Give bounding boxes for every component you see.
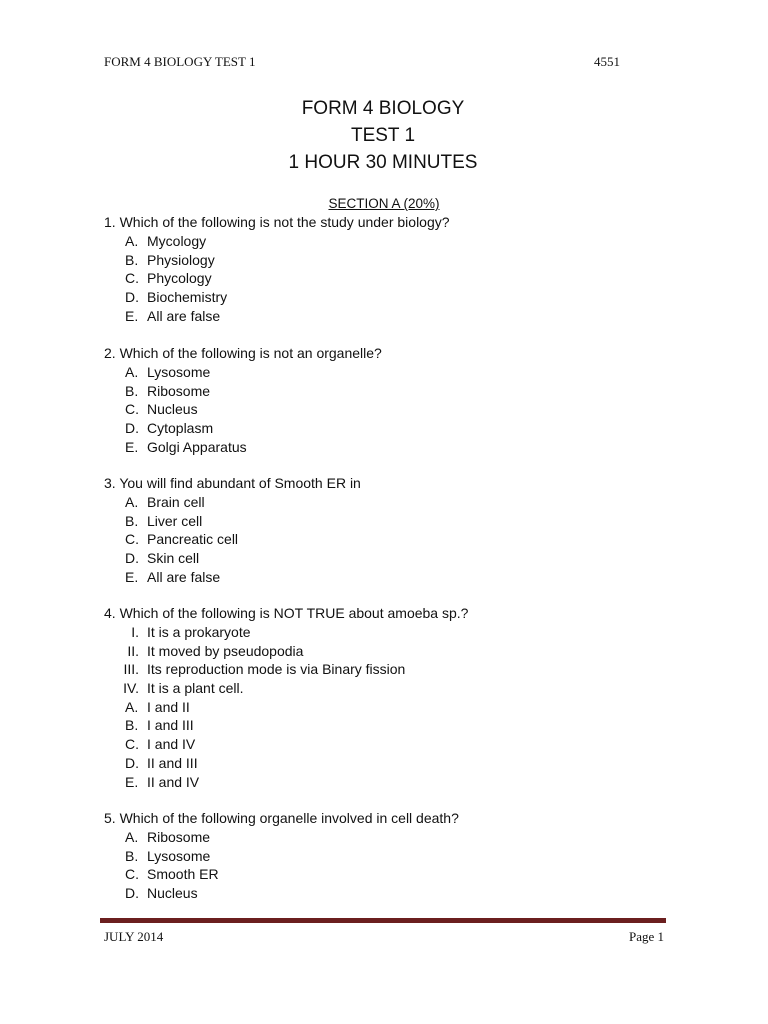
option-row — [104, 288, 664, 307]
statement-number: III. — [123, 661, 139, 678]
question-text: 4. Which of the following is NOT TRUE about amoeba sp.? — [104, 605, 469, 621]
option-text: Liver cell — [147, 512, 203, 529]
option-letter: A. — [125, 829, 139, 845]
statement-row — [104, 660, 664, 679]
option-text: Skin cell — [147, 550, 200, 567]
option-text: I and II — [147, 698, 190, 715]
option-letter: A. — [125, 364, 139, 380]
option-text: Lysosome — [147, 364, 211, 380]
header-code: 4551 — [594, 54, 620, 69]
option-text: Ribosome — [147, 829, 211, 845]
option-text: II and III — [147, 754, 198, 771]
option-letter: C. — [125, 866, 139, 883]
statement-number: I. — [131, 624, 139, 640]
option-row — [104, 363, 664, 382]
header-title: FORM 4 BIOLOGY TEST 1 — [104, 54, 256, 69]
option-letter: D. — [125, 420, 139, 437]
question-2 — [104, 344, 664, 456]
option-text: I and III — [147, 717, 194, 734]
option-text: Golgi Apparatus — [147, 438, 247, 455]
option-text: Ribosome — [147, 382, 211, 399]
option-text: Phycology — [147, 270, 212, 287]
section-heading: SECTION A (20%) — [328, 196, 440, 211]
option-row — [104, 735, 664, 754]
option-row — [104, 847, 664, 866]
option-row — [104, 865, 664, 884]
option-text: Smooth ER — [147, 866, 219, 883]
option-row — [104, 419, 664, 438]
question-5 — [104, 809, 664, 903]
option-row — [104, 382, 664, 401]
option-text: Nucleus — [147, 401, 198, 418]
option-row — [104, 568, 664, 587]
option-letter: A. — [125, 698, 139, 715]
question-4 — [104, 604, 664, 791]
option-letter: E. — [125, 438, 139, 455]
option-letter: D. — [125, 754, 139, 771]
question-1 — [104, 213, 664, 325]
option-letter: E. — [125, 307, 139, 324]
question-text: 5. Which of the following organelle involved in cell death? — [104, 810, 459, 826]
option-text: Mycology — [147, 233, 207, 249]
option-row — [104, 828, 664, 847]
option-text: II and IV — [147, 773, 200, 790]
option-row — [104, 754, 664, 773]
option-letter: A. — [125, 233, 139, 249]
option-letter: B. — [125, 251, 139, 268]
option-letter: A. — [125, 494, 139, 510]
option-text: Nucleus — [147, 885, 198, 902]
option-letter: B. — [125, 382, 139, 399]
option-letter: C. — [125, 401, 139, 418]
statement-number: IV. — [123, 680, 139, 697]
statement-text: It is a plant cell. — [147, 680, 244, 697]
option-row — [104, 530, 664, 549]
statement-row — [104, 679, 664, 698]
option-row — [104, 493, 664, 512]
option-letter: B. — [125, 717, 139, 734]
option-text: Pancreatic cell — [147, 531, 239, 548]
statement-text: It is a prokaryote — [147, 624, 251, 640]
option-row — [104, 251, 664, 270]
question-text: 1. Which of the following is not the study under biology? — [104, 214, 450, 230]
option-letter: E. — [125, 773, 139, 790]
footer-divider — [100, 918, 666, 923]
option-letter: C. — [125, 531, 139, 548]
option-text: Brain cell — [147, 494, 205, 510]
option-text: All are false — [147, 307, 221, 324]
option-row — [104, 269, 664, 288]
option-row — [104, 400, 664, 419]
option-row — [104, 698, 664, 717]
question-text: 3. You will find abundant of Smooth ER in — [104, 475, 361, 491]
title-line-1: FORM 4 BIOLOGY — [301, 98, 465, 119]
title-line-2: TEST 1 — [350, 125, 416, 146]
option-row — [104, 512, 664, 531]
option-letter: C. — [125, 270, 139, 287]
statement-number: II. — [127, 642, 139, 659]
option-letter: D. — [125, 289, 139, 306]
page-number: Page 1 — [628, 929, 664, 944]
footer-date: JULY 2014 — [104, 929, 164, 944]
option-row — [104, 307, 664, 326]
option-row — [104, 438, 664, 457]
option-text: I and IV — [147, 736, 196, 753]
option-letter: B. — [125, 847, 139, 864]
option-row — [104, 773, 664, 792]
option-text: All are false — [147, 568, 221, 585]
option-letter: D. — [125, 885, 139, 902]
option-row — [104, 232, 664, 251]
option-row — [104, 716, 664, 735]
option-text: Cytoplasm — [147, 420, 214, 437]
option-row — [104, 884, 664, 903]
statement-row — [104, 642, 664, 661]
statement-text: It moved by pseudopodia — [147, 642, 304, 659]
option-letter: B. — [125, 512, 139, 529]
option-letter: D. — [125, 550, 139, 567]
document-title — [0, 95, 768, 176]
option-row — [104, 549, 664, 568]
statement-row — [104, 623, 664, 642]
option-letter: E. — [125, 568, 139, 585]
question-text: 2. Which of the following is not an organelle? — [104, 345, 382, 361]
option-text: Physiology — [147, 251, 215, 268]
question-3 — [104, 474, 664, 586]
option-text: Biochemistry — [147, 289, 228, 306]
option-text: Lysosome — [147, 847, 211, 864]
statement-text: Its reproduction mode is via Binary fission — [147, 661, 406, 678]
title-line-3: 1 HOUR 30 MINUTES — [288, 152, 478, 173]
option-letter: C. — [125, 736, 139, 753]
